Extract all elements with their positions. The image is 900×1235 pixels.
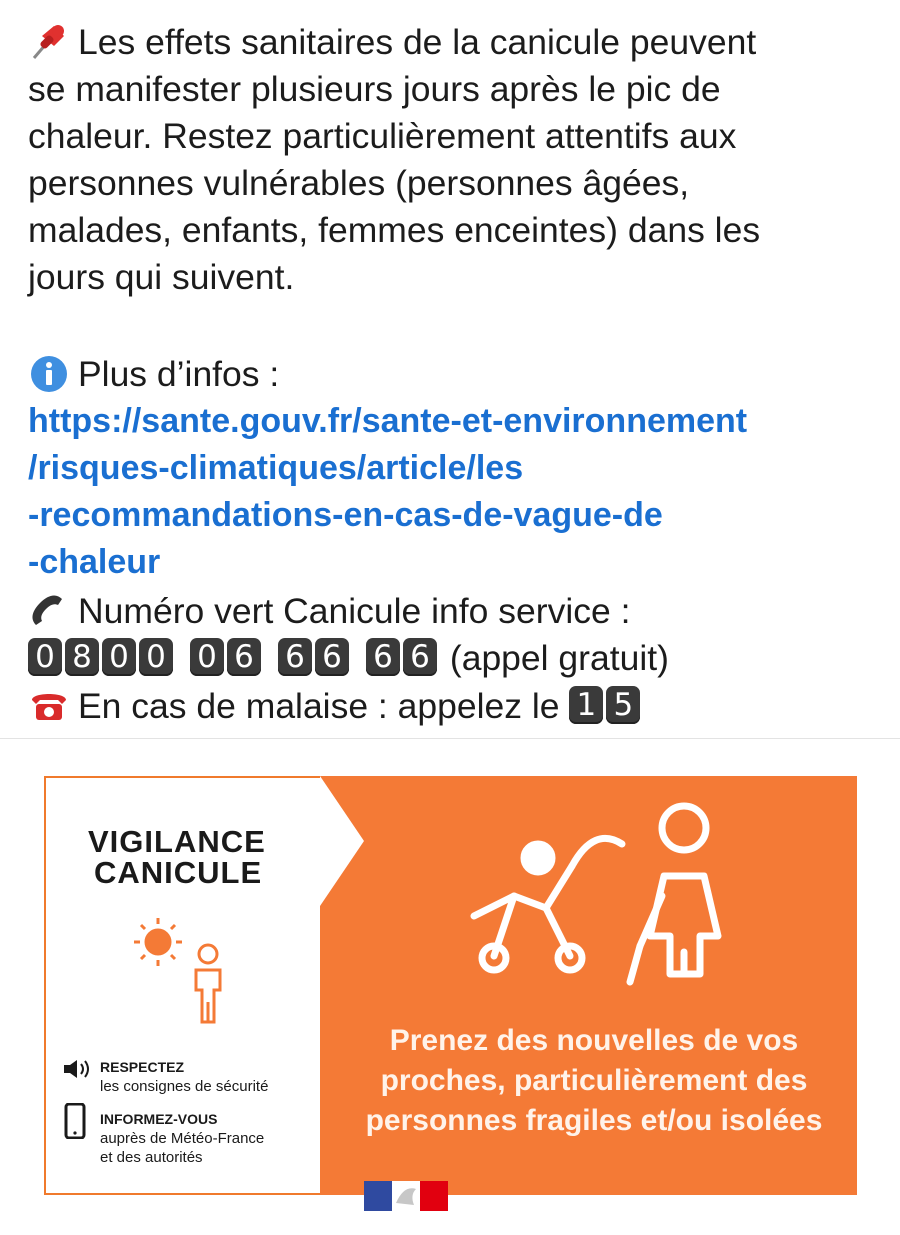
paragraph-line-6: jours qui suivent. [28, 257, 295, 297]
telephone-receiver-icon [28, 591, 70, 631]
emergency-line: En cas de malaise : appelez le 1 5 [28, 686, 643, 726]
link-line-1[interactable]: https://sante.gouv.fr/sante-et-environnement [28, 402, 748, 440]
link-line-2[interactable]: /risques-climatiques/article/les [28, 449, 524, 487]
digit-key: 1 [569, 686, 603, 724]
divider [0, 738, 900, 739]
digit-key: 0 [139, 638, 173, 676]
digit-key: 6 [278, 638, 312, 676]
poster-caption: Prenez des nouvelles de vos proches, particulièrement des personnes fragiles et/ou isolées [365, 1024, 823, 1137]
digit-key: 6 [315, 638, 349, 676]
digit-key: 5 [606, 686, 640, 724]
paragraph-line-5: malades, enfants, femmes enceintes) dans les [28, 210, 761, 250]
smartphone-icon [64, 1103, 86, 1139]
pushpin-icon [28, 22, 70, 62]
paragraph-line-2: se manifester plusieurs jours après le pic de [28, 69, 721, 109]
paragraph-line-3: chaleur. Restez particulièrement attentifs aux [28, 116, 737, 156]
respect-text: RESPECTEZ les consignes de sécurité [100, 1059, 269, 1095]
speaker-icon [62, 1058, 92, 1080]
info-line: Plus d’infos : [28, 354, 279, 394]
phone-line: Numéro vert Canicule info service : [28, 591, 630, 631]
link-line-4[interactable]: -chaleur [28, 543, 161, 581]
paragraph-line-4: personnes vulnérables (personnes âgées, [28, 163, 690, 203]
digit-key: 0 [28, 638, 62, 676]
vigilance-poster[interactable] [44, 776, 857, 1195]
french-republic-logo [364, 1181, 448, 1211]
paragraph-line-1: Les effets sanitaires de la canicule peuvent [28, 22, 756, 62]
phone-number-line[interactable] [28, 638, 669, 678]
digit-key: 6 [403, 638, 437, 676]
inform-text: INFORMEZ-VOUS auprès de Météo-France et des autorités [100, 1111, 265, 1166]
arrow-notch [320, 776, 370, 906]
digit-key: 0 [102, 638, 136, 676]
information-icon [28, 354, 70, 394]
digit-key: 6 [227, 638, 261, 676]
digit-key: 8 [65, 638, 99, 676]
digit-key: 6 [366, 638, 400, 676]
telephone-icon [28, 686, 70, 726]
poster-title: VIGILANCE CANICULE [88, 824, 266, 890]
link-line-3[interactable]: -recommandations-en-cas-de-vague-de [28, 496, 663, 534]
phone-suffix: (appel gratuit) [449, 638, 669, 678]
sun-person-icon [120, 914, 240, 1034]
digit-key: 0 [190, 638, 224, 676]
stroller-elderly-icon [454, 796, 754, 1006]
